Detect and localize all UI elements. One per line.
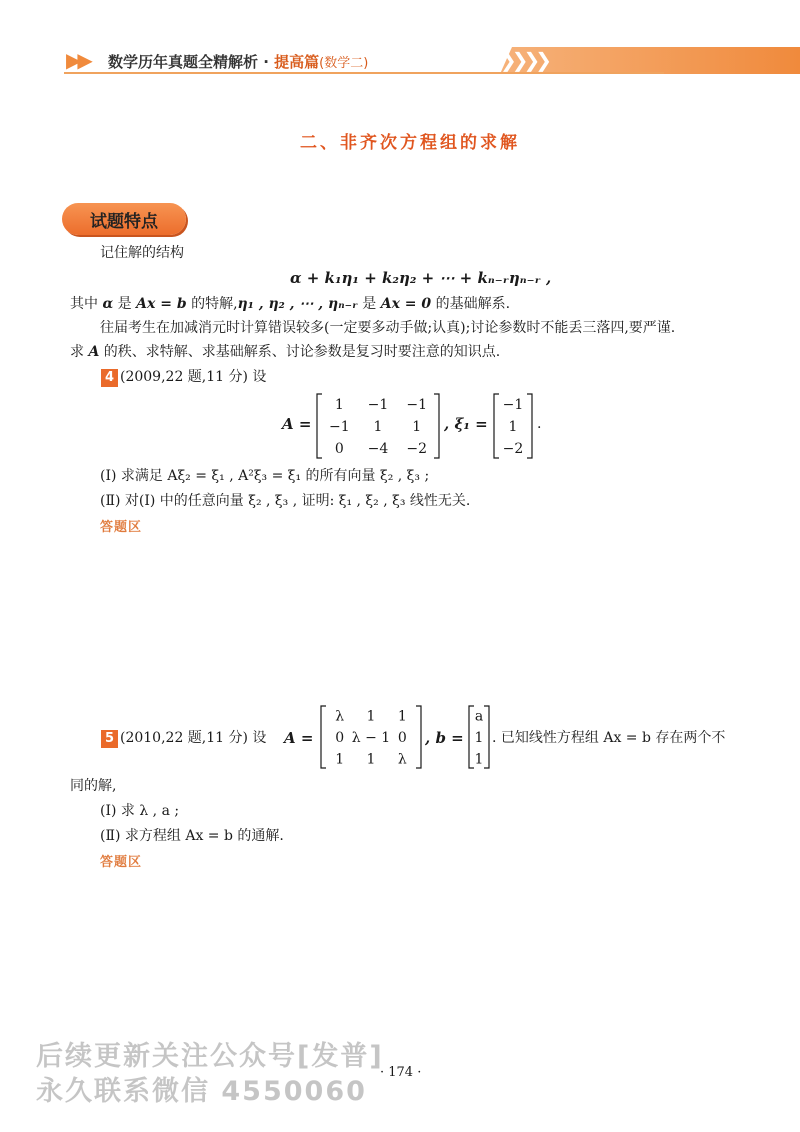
- matrix-entry: 1: [373, 419, 383, 435]
- volume-name: 提高篇: [274, 53, 320, 71]
- header-chevrons-icon: ❯❯❯❯: [500, 48, 548, 72]
- intro-line-1: 记住解的结构: [100, 245, 184, 261]
- question-5-header: [101, 728, 266, 748]
- section-title: 二、非齐次方程组的求解: [300, 133, 520, 153]
- q4-matrix-label: A =: [282, 415, 312, 433]
- q4-vector-xi1: [493, 393, 533, 463]
- matrix-entry: 1: [474, 730, 484, 746]
- q4-part-2: (Ⅱ) 对(Ⅰ) 中的任意向量 ξ₂ , ξ₃ , 证明: ξ₁ , ξ₂ , ξ₃ 线性无关.: [100, 493, 471, 509]
- feature-badge-label: 试题特点: [90, 212, 158, 232]
- left-bracket: [494, 394, 499, 458]
- right-bracket: [434, 394, 439, 458]
- question-source: (2010,22 题,11 分) 设: [120, 730, 267, 746]
- header-rule: [64, 72, 664, 74]
- q5-matrix-label: A =: [284, 729, 314, 747]
- matrix-entry: λ: [397, 751, 407, 768]
- question-number-badge: 4: [101, 369, 118, 387]
- intro-line-4: 往届考生在加减消元时计算错误较多(一定要多动手做;认真);讨论参数时不能丢三落四,要严谨.: [100, 320, 676, 336]
- q4-xi-label: , ξ₁ =: [444, 415, 488, 433]
- q4-matrix-A: [316, 393, 440, 463]
- matrix-entry: a: [474, 708, 484, 725]
- matrix-entry: λ − 1: [351, 730, 391, 746]
- matrix-entry: 1: [412, 419, 422, 435]
- question-4-header: [101, 367, 266, 387]
- matrix-entry: 1: [334, 397, 344, 413]
- matrix-entry: −2: [502, 441, 524, 457]
- intro-line-3: 其中 α 是 Ax = b 的特解,η₁ , η₂ , ⋯ , ηₙ₋ᵣ 是 Ax = 0 的基础解系.: [70, 296, 511, 312]
- matrix-entry: −1: [367, 397, 389, 413]
- q5-part-2: (Ⅱ) 求方程组 Ax = b 的通解.: [100, 828, 284, 844]
- right-bracket: [484, 706, 489, 768]
- q5-statement-tail: . 已知线性方程组 Ax = b 存在两个不: [492, 730, 726, 746]
- matrix-entry: 0: [335, 730, 345, 746]
- subject-name: (数学二): [319, 56, 369, 71]
- page-number: · 174 ·: [380, 1065, 422, 1080]
- intro-line-5: 求 A 的秩、求特解、求基础解系、讨论参数是复习时要注意的知识点.: [70, 344, 501, 360]
- matrix-entry: 1: [397, 708, 407, 725]
- right-bracket: [416, 706, 421, 768]
- running-header: [108, 51, 368, 72]
- q5-vector-b: [468, 705, 490, 773]
- header-arrows-icon: ▶▶: [66, 48, 89, 72]
- left-bracket: [321, 706, 326, 768]
- left-bracket: [469, 706, 474, 768]
- watermark-line-2: 永久联系微信 4550060: [36, 1076, 367, 1107]
- q4-end-period: .: [537, 416, 542, 432]
- q5-statement-line-2: 同的解,: [70, 778, 117, 794]
- matrix-entry: 1: [335, 751, 345, 768]
- watermark-line-1: 后续更新关注公众号[发普]: [36, 1041, 384, 1072]
- matrix-entry: 0: [334, 441, 344, 457]
- matrix-entry: 1: [366, 751, 376, 768]
- matrix-entry: 1: [508, 419, 518, 435]
- matrix-entry: −2: [406, 441, 427, 457]
- book-title: 数学历年真题全精解析 ·: [108, 53, 275, 71]
- matrix-entry: 1: [474, 751, 484, 768]
- left-bracket: [317, 394, 322, 458]
- matrix-entry: 1: [366, 708, 376, 725]
- right-bracket: [527, 394, 532, 458]
- matrix-entry: −4: [367, 441, 389, 457]
- q5-part-1: (Ⅰ) 求 λ , a ;: [100, 803, 180, 819]
- matrix-entry: λ: [335, 708, 345, 725]
- matrix-entry: −1: [502, 397, 524, 413]
- solution-structure-formula: α + k₁η₁ + k₂η₂ + ⋯ + kₙ₋ᵣηₙ₋ᵣ ,: [290, 269, 552, 287]
- q5-matrix-A: [320, 705, 422, 773]
- matrix-entry: −1: [406, 397, 427, 413]
- q4-answer-area-label: 答题区: [100, 520, 143, 535]
- question-number-badge: 5: [101, 730, 118, 748]
- q5-answer-area-label: 答题区: [100, 855, 143, 870]
- question-source: (2009,22 题,11 分) 设: [120, 369, 267, 385]
- q4-part-1: (Ⅰ) 求满足 Aξ₂ = ξ₁ , A²ξ₃ = ξ₁ 的所有向量 ξ₂ , ξ₃ ;: [100, 468, 430, 484]
- matrix-entry: 0: [397, 730, 407, 746]
- matrix-entry: −1: [329, 419, 350, 435]
- q5-b-label: , b =: [425, 729, 464, 747]
